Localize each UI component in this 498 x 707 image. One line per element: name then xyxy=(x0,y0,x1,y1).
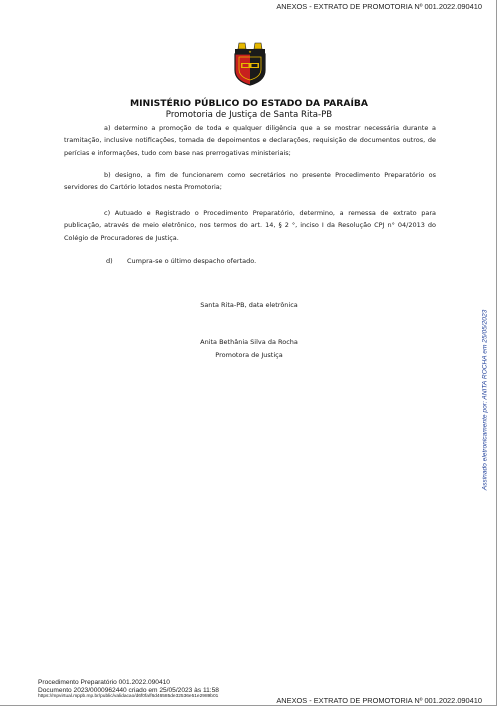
paragraph-d: Cumpra-se o último despacho ofertado. xyxy=(127,257,257,265)
extract-header: ANEXOS - EXTRATO DE PROMOTORIA Nº 001.2022.090410 xyxy=(276,2,482,11)
office-subtitle: Promotoria de Justiça de Santa Rita-PB xyxy=(165,110,333,120)
signer-name: Anita Bethânia Silva da Rocha xyxy=(200,338,298,346)
paragraph-b: b) designo, a fim de funcionarem como secretários no presente Procedimento Preparatório os servidores do Cartório lotados nesta Promotoria; xyxy=(64,171,436,192)
institution-title: MINISTÉRIO PÚBLICO DO ESTADO DA PARAÍBA xyxy=(129,98,369,109)
extract-footer-label: ANEXOS - EXTRATO DE PROMOTORIA Nº 001.2022.090410 xyxy=(276,696,482,705)
svg-text:★: ★ xyxy=(248,50,252,55)
coat-of-arms-icon xyxy=(232,40,268,86)
paragraph-d-letter: d) xyxy=(106,257,113,265)
footer-document: Documento 2023/0000962440 criado em 25/05/2023 às 11:58 xyxy=(38,686,219,694)
paragraph-c: c) Autuado e Registrado o Procedimento Preparatório, determino, a remessa de extrato para publicação, através de meio eletrônico, nos termos do art. 14, § 2 °, inciso I da Resolução CPJ n° 04/2013 do Colégio de Procuradores de Justiça. xyxy=(64,209,436,242)
document-footer xyxy=(38,679,219,700)
electronic-signature-stamp: Assinado eletronicamente por: ANITA ROCHA em 25/05/2023 xyxy=(481,309,489,491)
signer-title: Promotora de Justiça xyxy=(215,351,283,359)
paragraph-a: a) determino a promoção de toda e qualquer diligência que a se mostrar necessária durante a tramitação, inclusive notificações, tomada de depoimentos e declarações, requisição de documentos outros, de perícias e informações, tudo com base nas prerrogativas ministeriais; xyxy=(64,124,436,157)
footer-procedure: Procedimento Preparatório 001.2022.090410 xyxy=(38,679,170,686)
footer-validation-url[interactable]: https://mpvirtual.mppb.mp.br/public/validacao/d6f0fa/f6d46585de32536e51e2989b01 xyxy=(38,694,219,700)
place-date: Santa Rita-PB, data eletrônica xyxy=(200,301,298,309)
